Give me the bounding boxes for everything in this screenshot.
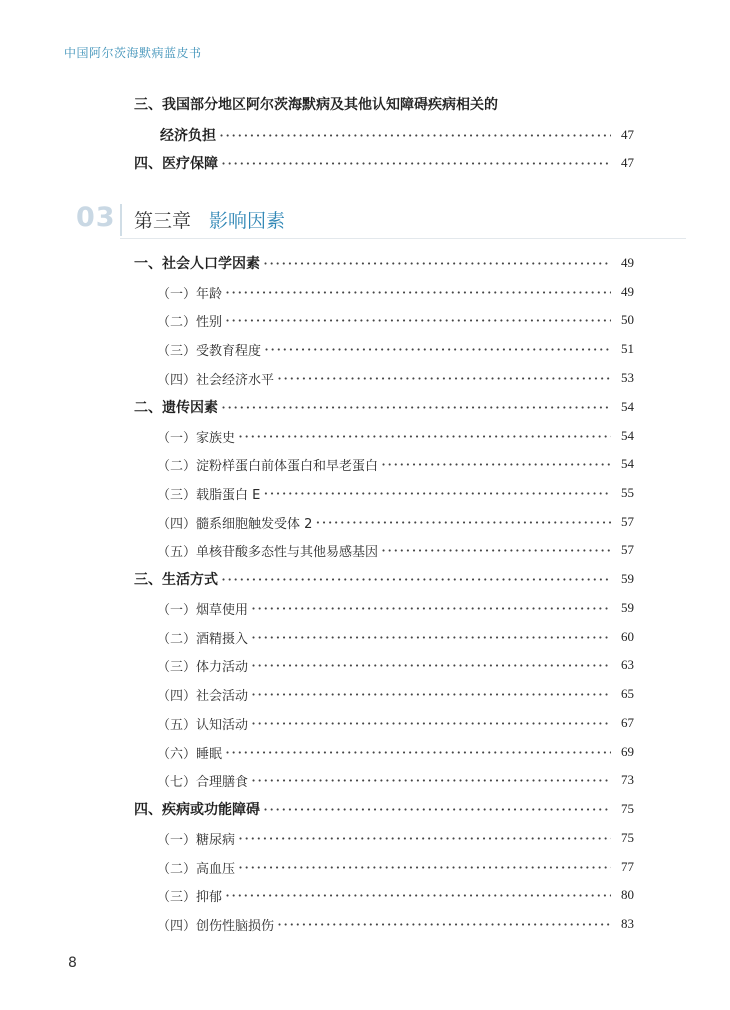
- dot-leader: [381, 455, 611, 474]
- toc-item-economic-burden[interactable]: [0, 123, 730, 147]
- toc-item-title: （一）年龄: [157, 286, 223, 302]
- toc-item[interactable]: [0, 567, 730, 591]
- dot-leader: [225, 283, 611, 302]
- toc-page-number: 60: [621, 629, 634, 644]
- toc-page-number: 54: [621, 428, 634, 443]
- toc-item[interactable]: [0, 883, 730, 907]
- toc-item-title: （四）创伤性脑损伤: [157, 918, 275, 934]
- toc-item-title: （五）认知活动: [157, 717, 249, 733]
- dot-leader: [251, 714, 611, 733]
- dot-leader: [225, 311, 611, 330]
- toc-item[interactable]: [0, 366, 730, 390]
- chapter-title: 影响因素: [209, 210, 286, 232]
- dot-leader: [263, 484, 611, 503]
- toc-page-number: 55: [621, 485, 634, 500]
- dot-leader: [221, 154, 611, 173]
- toc-item[interactable]: [0, 740, 730, 764]
- toc-page-number: 75: [621, 830, 634, 845]
- toc-page-number: 80: [621, 887, 634, 902]
- toc-item-title: 一、社会人口学因素: [134, 256, 260, 272]
- dot-leader: [251, 771, 611, 790]
- toc-item-title: 二、遗传因素: [134, 400, 218, 416]
- toc-page-number: 47: [621, 155, 634, 170]
- toc-page-number: 50: [621, 312, 634, 327]
- toc-page-number: 59: [621, 600, 634, 615]
- toc-item[interactable]: [0, 912, 730, 936]
- toc-item-title: （三）抑郁: [157, 889, 223, 905]
- dot-leader: [238, 829, 611, 848]
- dot-leader: [251, 656, 611, 675]
- toc-page-number: 49: [621, 255, 634, 270]
- toc-page-number: 53: [621, 370, 634, 385]
- toc-page-number: 59: [621, 571, 634, 586]
- toc-page-number: 51: [621, 341, 634, 356]
- toc-item-title: （三）体力活动: [157, 659, 249, 675]
- chapter-divider: [120, 204, 122, 236]
- toc-page-number: 77: [621, 859, 634, 874]
- toc-item[interactable]: [0, 510, 730, 534]
- chapter-label: 第三章: [134, 210, 192, 232]
- chapter-number: 03: [76, 202, 116, 233]
- toc-item-title: （一）糖尿病: [157, 832, 236, 848]
- toc-item[interactable]: [0, 682, 730, 706]
- running-header: 中国阿尔茨海默病蓝皮书: [64, 46, 202, 60]
- dot-leader: [221, 398, 611, 417]
- toc-item[interactable]: [0, 308, 730, 332]
- toc-item[interactable]: [0, 653, 730, 677]
- toc-item[interactable]: [0, 768, 730, 792]
- dot-leader: [263, 254, 611, 273]
- dot-leader: [251, 599, 611, 618]
- toc-page-number: 63: [621, 657, 634, 672]
- toc-item-title: （四）社会经济水平: [157, 372, 275, 388]
- dot-leader: [263, 800, 611, 819]
- toc-page-number: 57: [621, 542, 634, 557]
- toc-page-number: 57: [621, 514, 634, 529]
- toc-item-title: （二）酒精摄入: [157, 631, 249, 647]
- dot-leader: [221, 570, 611, 589]
- toc-item[interactable]: [0, 395, 730, 419]
- toc-item[interactable]: [0, 251, 730, 275]
- dot-leader: [277, 915, 611, 934]
- toc-item-title: （二）淀粉样蛋白前体蛋白和早老蛋白: [157, 458, 379, 474]
- toc-item[interactable]: [0, 538, 730, 562]
- toc-item-title: （四）髓系细胞触发受体 2: [157, 516, 313, 532]
- toc-page-number: 47: [621, 127, 634, 142]
- toc-item[interactable]: [0, 855, 730, 879]
- toc-item[interactable]: [0, 711, 730, 735]
- toc-item-medical-security[interactable]: [0, 151, 730, 175]
- toc-item-title: 三、生活方式: [134, 572, 218, 588]
- toc-item[interactable]: [0, 481, 730, 505]
- toc-item-title: （六）睡眠: [157, 746, 223, 762]
- toc-page-number: 73: [621, 772, 634, 787]
- toc-item[interactable]: [0, 337, 730, 361]
- dot-leader: [225, 886, 611, 905]
- toc-item-title: （二）高血压: [157, 861, 236, 877]
- toc-item-title: （五）单核苷酸多态性与其他易感基因: [157, 544, 379, 560]
- toc-item-title: 四、疾病或功能障碍: [134, 802, 260, 818]
- toc-item-economic-burden-line1[interactable]: 三、我国部分地区阿尔茨海默病及其他认知障碍疾病相关的: [134, 97, 498, 113]
- toc-item[interactable]: [0, 452, 730, 476]
- dot-leader: [381, 541, 611, 560]
- toc-page-number: 49: [621, 284, 634, 299]
- toc-item-title: 四、医疗保障: [134, 156, 218, 172]
- dot-leader: [251, 628, 611, 647]
- dot-leader: [219, 126, 611, 145]
- dot-leader: [315, 513, 611, 532]
- toc-page-number: 67: [621, 715, 634, 730]
- toc-item[interactable]: [0, 797, 730, 821]
- toc-page-number: 69: [621, 744, 634, 759]
- toc-item[interactable]: [0, 424, 730, 448]
- toc-item-title: （四）社会活动: [157, 688, 249, 704]
- toc-item-title: （七）合理膳食: [157, 774, 249, 790]
- dot-leader: [225, 743, 611, 762]
- toc-page-number: 54: [621, 399, 634, 414]
- toc-item-title: 经济负担: [160, 128, 216, 144]
- chapter-rule: [120, 238, 686, 239]
- page-number: 8: [68, 955, 77, 971]
- toc-page-number: 54: [621, 456, 634, 471]
- toc-page-number: 83: [621, 916, 634, 931]
- toc-item-title: （一）烟草使用: [157, 602, 249, 618]
- dot-leader: [277, 369, 611, 388]
- toc-page-number: 65: [621, 686, 634, 701]
- dot-leader: [251, 685, 611, 704]
- toc-item-title: （二）性别: [157, 314, 223, 330]
- toc-item[interactable]: [0, 625, 730, 649]
- dot-leader: [238, 427, 611, 446]
- dot-leader: [264, 340, 611, 359]
- toc-item[interactable]: [0, 596, 730, 620]
- toc-item-title: （一）家族史: [157, 430, 236, 446]
- toc-item-title: （三）载脂蛋白 E: [157, 487, 261, 503]
- toc-page-number: 75: [621, 801, 634, 816]
- toc-item-title: （三）受教育程度: [157, 343, 262, 359]
- dot-leader: [238, 858, 611, 877]
- chapter-heading: [76, 200, 646, 240]
- toc-item[interactable]: [0, 826, 730, 850]
- toc-item[interactable]: [0, 280, 730, 304]
